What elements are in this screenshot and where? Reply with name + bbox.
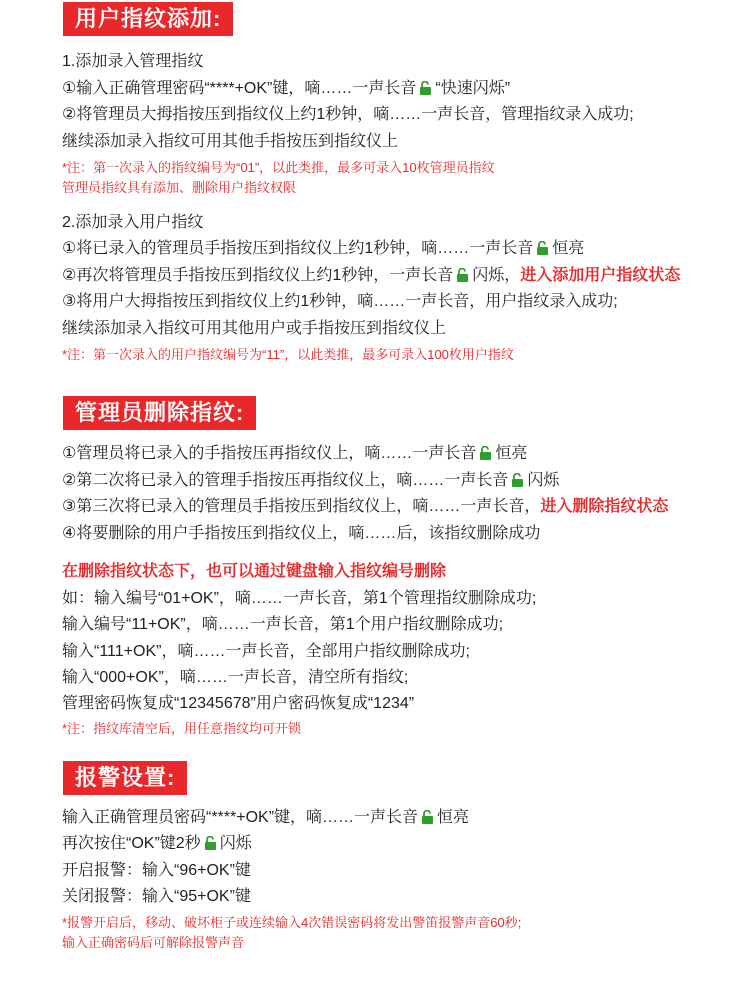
delete-example-3: 输入“111+OK”，嘀……一声长音，全部用户指纹删除成功; [62,643,470,660]
alarm-note-2: 输入正确密码后可解除报警声音 [62,935,245,950]
unlock-icon [204,836,218,850]
sub1-step2: ②将管理员大拇指按压到指纹仪上约1秒钟，嘀……一声长音，管理指纹录入成功; [62,106,634,123]
delete-by-keypad-heading: 在删除指纹状态下，也可以通过键盘输入指纹编号删除 [62,563,447,580]
sub1-title: 1.添加录入管理指纹 [62,53,204,70]
sub1-step3: 继续添加录入指纹可用其他手指按压到指纹仪上 [62,133,399,150]
delete-example-5: 管理密码恢复成“12345678”用户密码恢复成“1234” [62,695,415,712]
sub2-step2-mid: 闪烁， [472,267,521,284]
alarm-line-2-text: 再次按住“OK”键2秒 [62,835,201,852]
alarm-line-2-suffix: 闪烁 [219,835,252,852]
sub1-step1-text: ①输入正确管理密码“****+OK”键，嘀……一声长音 [62,80,417,97]
sub2-step4: 继续添加录入指纹可用其他用户或手指按压到指纹仪上 [62,320,447,337]
sub2-step1-suffix: 恒亮 [552,240,585,257]
delete-step3-text: ③第三次将已录入的管理员手指按压到指纹仪上，嘀……一声长音， [62,498,541,515]
alarm-line-2 [62,833,252,855]
delete-example-1: 如：输入编号“01+OK”，嘀……一声长音，第1个管理指纹删除成功; [62,590,537,607]
delete-step2-suffix: 闪烁 [527,472,560,489]
delete-step4: ④将要删除的用户手指按压到指纹仪上，嘀……后，该指纹删除成功 [62,525,541,542]
alarm-line-1-text: 输入正确管理员密码“****+OK”键，嘀……一声长音 [62,809,419,826]
delete-step3 [62,496,668,518]
sub1-note1: *注：第一次录入的指纹编号为“01”，以此类推，最多可录入10枚管理员指纹 [62,160,495,175]
alarm-line-1-suffix: 恒亮 [437,809,470,826]
unlock-icon [479,446,493,460]
section-header-alarm-settings: 报警设置: [63,761,187,795]
delete-step3-highlight: 进入删除指纹状态 [540,498,669,515]
sub2-step1 [62,238,584,260]
sub2-title: 2.添加录入用户指纹 [62,214,204,231]
delete-step2-text: ②第二次将已录入的管理手指按压再指纹仪上，嘀……一声长音 [62,472,509,489]
section-header-admin-delete: 管理员删除指纹: [63,396,256,430]
unlock-icon [419,81,433,95]
sub1-step1 [62,78,510,100]
sub2-step1-text: ①将已录入的管理员手指按压到指纹仪上约1秒钟，嘀……一声长音 [62,240,534,257]
alarm-note-1: *报警开启后，移动、破坏柜子或连续输入4次错误密码将发出警笛报警声音60秒; [62,915,522,930]
sub2-note: *注：第一次录入的用户指纹编号为“11”，以此类推，最多可录入100枚用户指纹 [62,347,514,362]
delete-step2 [62,470,559,492]
alarm-line-3: 开启报警：输入“96+OK”键 [62,862,251,879]
delete-step1-text: ①管理员将已录入的手指按压再指纹仪上，嘀……一声长音 [62,445,477,462]
unlock-icon [421,810,435,824]
delete-example-4: 输入“000+OK”，嘀……一声长音，清空所有指纹; [62,669,409,686]
sub1-step1-suffix: “快速闪烁” [435,80,511,97]
delete-step1-suffix: 恒亮 [495,445,528,462]
sub2-step2-text: ②再次将管理员手指按压到指纹仪上约1秒钟，一声长音 [62,267,454,284]
unlock-icon [536,241,550,255]
unlock-icon [511,473,525,487]
sub2-step3: ③将用户大拇指按压到指纹仪上约1秒钟，嘀……一声长音，用户指纹录入成功; [62,293,618,310]
alarm-line-4: 关闭报警：输入“95+OK”键 [62,888,251,905]
unlock-icon [456,268,470,282]
delete-step1 [62,443,527,465]
sub1-note2: 管理员指纹具有添加、删除用户指纹权限 [62,180,297,195]
section-header-user-fingerprint-add: 用户指纹添加: [63,2,233,36]
delete-note: *注：指纹库清空后，用任意指纹均可开锁 [62,721,302,736]
alarm-line-1 [62,807,469,829]
delete-example-2: 输入编号“11+OK”，嘀……一声长音，第1个用户指纹删除成功; [62,616,504,633]
sub2-step2-highlight: 进入添加用户指纹状态 [520,267,681,284]
sub2-step2 [62,265,680,287]
